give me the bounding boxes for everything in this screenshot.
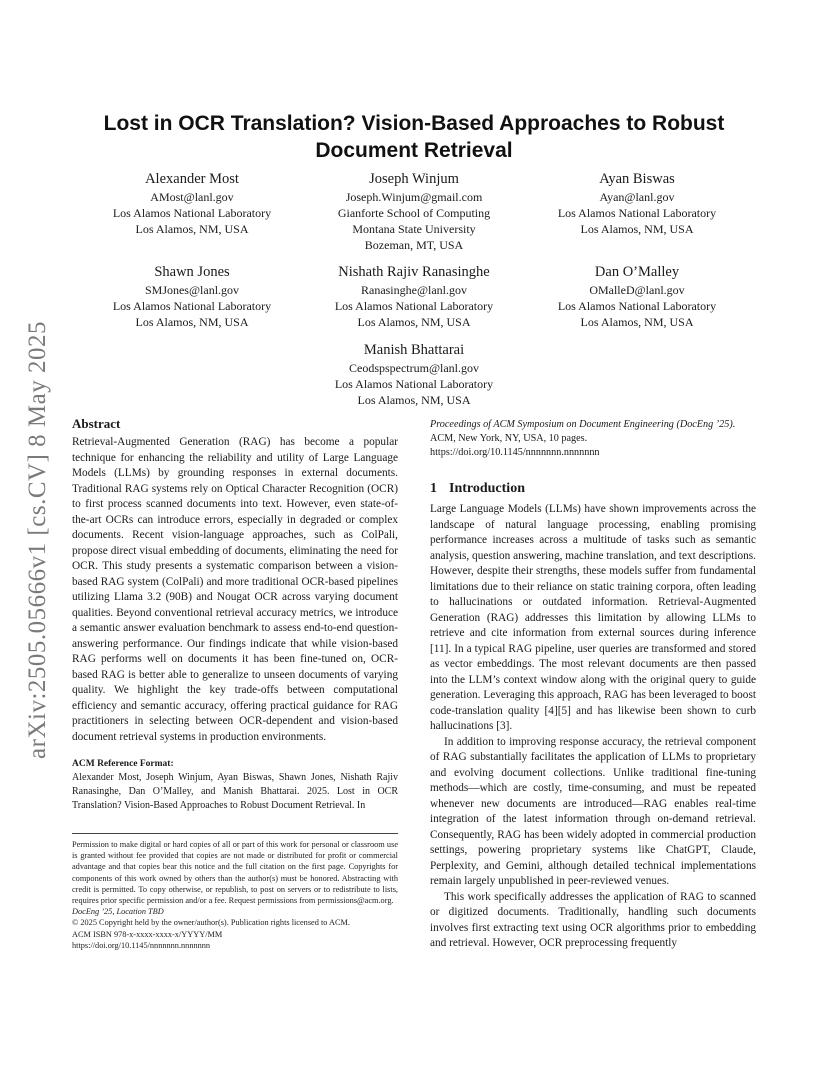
permission-footnote bbox=[72, 839, 398, 951]
author-affiliation: Los Alamos National Laboratory bbox=[557, 206, 717, 220]
intro-paragraph: Large Language Models (LLMs) have shown improvements across the landscape of natural language processing, enabling promising performance increases across a multitude of tasks such as semantic analysis, question answering, machine translation, and text descriptions. However, despite their strengths, these models suffer from fundamental limitations due to their reliance on static training corpora, often leading to hallucinations or outdated information. Retrieval-Augmented Generation (RAG) addresses this limitation by allowing LLMs to retrieve and cite information from external sources during inference [11]. In a typical RAG pipeline, user queries are transformed and stored as vector embeddings. The most relevant documents are then passed into the LLM’s context window along with the original query to guide generation. Leveraging this approach, RAG has been leveraged to boost code-translation quality [4][5] and has likewise been shown to curb hallucinations [3]. bbox=[430, 503, 756, 732]
author-name: Shawn Jones bbox=[154, 264, 230, 280]
copyright-text: © 2025 Copyright held by the owner/author(s). Publication rights licensed to ACM. bbox=[72, 918, 350, 928]
arxiv-id-text: arXiv:2505.05666v1 [cs.CV] 8 May 2025 bbox=[24, 321, 51, 759]
author bbox=[523, 263, 751, 330]
author-location: Los Alamos, NM, USA bbox=[357, 315, 471, 329]
author-name: Dan O’Malley bbox=[594, 264, 680, 280]
author-affiliation: Montana State University bbox=[352, 222, 476, 236]
proceedings-details: ACM, New York, NY, USA, 10 pages. https://doi.org/10.1145/nnnnnnn.nnnnnnn bbox=[430, 433, 600, 458]
intro-paragraph: In addition to improving response accuracy, the retrieval component of RAG substantially facilitates the application of LLMs to proprietary and evolving document collections. Unlike traditional fine-tuning methods—which are costly, time-consuming, and must be repeated whenever new documents are introduced—RAG enables real-time integration of the latest information through on-demand retrieval. Consequently, RAG has been widely adopted in commercial production settings, powering proprietary systems like ChatGPT, Claude, Perplexity, and Gemini, although detailed technical implementations remain largely unpublished in peer-reviewed venues. bbox=[430, 735, 756, 887]
proceedings-citation bbox=[430, 418, 756, 460]
author-affiliation: Los Alamos National Laboratory bbox=[557, 299, 717, 313]
abstract-text: Retrieval-Augmented Generation (RAG) has become a popular technique for enhancing the reliability and utility of Large Language Models (LLMs) by grounding responses in external documents. Traditional RAG systems rely on Optical Character Recognition (OCR) to first process scanned documents into text. However, even state-of-the-art OCRs can introduce errors, especially in degraded or complex documents. Recent vision-language approaches, such as ColPali, propose direct visual embedding of documents, eliminating the need for OCR. This study presents a systematic comparison between a vision-based RAG system (ColPali) and more traditional OCR-based pipelines utilizing Llama 3.2 (90B) and Nougat OCR across varying document qualities. Beyond conventional retrieval accuracy metrics, we introduce a semantic answer evaluation benchmark to assess end-to-end question-answering performance. Our findings indicate that while vision-based RAG performs well on documents it has been fine-tuned on, OCR-based RAG is better able to generalize to unseen documents of varying quality. We highlight the key trade-offs between computational efficiency and semantic accuracy, offering practical guidance for RAG practitioners in selecting between OCR-dependent and vision-based document retrieval systems in production environments. bbox=[72, 436, 398, 743]
introduction-body bbox=[430, 502, 756, 952]
title-line-1: Lost in OCR Translation? Vision-Based Approaches to Robust bbox=[103, 112, 725, 135]
left-column bbox=[72, 416, 398, 813]
author-email: Ranasinghe@lanl.gov bbox=[360, 283, 468, 297]
section-number: 1 bbox=[430, 481, 437, 496]
author-email: SMJones@lanl.gov bbox=[144, 283, 240, 297]
author-name: Ayan Biswas bbox=[599, 171, 675, 187]
author-email: Ayan@lanl.gov bbox=[599, 190, 675, 204]
author-location: Los Alamos, NM, USA bbox=[357, 393, 471, 407]
author-location: Los Alamos, NM, USA bbox=[580, 222, 694, 236]
author-location: Los Alamos, NM, USA bbox=[580, 315, 694, 329]
doi-link[interactable]: https://doi.org/10.1145/nnnnnnn.nnnnnnn bbox=[72, 940, 211, 950]
author-name: Joseph Winjum bbox=[369, 171, 459, 187]
footnote-rule bbox=[72, 833, 398, 834]
paper-title bbox=[72, 110, 756, 164]
author-location: Los Alamos, NM, USA bbox=[135, 222, 249, 236]
abstract-heading: Abstract bbox=[72, 416, 121, 431]
acm-reference-text: Alexander Most, Joseph Winjum, Ayan Biswas, Shawn Jones, Nishath Rajiv Ranasinghe, Dan O’Malley, and Manish Bhattarai. 2025. Lost in OCR Translation? Vision-Based Approaches to Robust Document Retrieval. In bbox=[72, 772, 398, 811]
permission-text: Permission to make digital or hard copies of all or part of this work for personal or classroom use is granted without fee provided that copies are not made or distributed for profit or commercial advantage and that copies bear this notice and the full citation on the first page. Copyrights for components of this work owned by others than the author(s) must be honored. Abstracting with credit is permitted. To copy otherwise, or republish, to post on servers or to redistribute to lists, requires prior specific permission and/or a fee. Request permissions from permissions@acm.org. bbox=[72, 840, 398, 906]
intro-paragraph: This work specifically addresses the application of RAG to scanned or digitized documents. Traditionally, handling such documents involves first extracting text using OCR algorithms prior to embedding and retrieval. However, OCR preprocessing frequently bbox=[430, 890, 756, 949]
right-column bbox=[430, 418, 756, 460]
proceedings-venue: Proceedings of ACM Symposium on Document Engineering (DocEng ’25). bbox=[430, 419, 736, 430]
author-location: Bozeman, MT, USA bbox=[364, 238, 464, 252]
isbn-text: ACM ISBN 978-x-xxxx-xxxx-x/YYYY/MM bbox=[72, 929, 223, 939]
author-name: Alexander Most bbox=[145, 171, 239, 187]
acm-reference-heading: ACM Reference Format: bbox=[72, 759, 174, 769]
author-affiliation: Los Alamos National Laboratory bbox=[112, 299, 272, 313]
author-affiliation: Gianforte School of Computing bbox=[337, 206, 491, 220]
author-affiliation: Los Alamos National Laboratory bbox=[334, 377, 494, 391]
author-name: Nishath Rajiv Ranasinghe bbox=[338, 264, 490, 280]
venue-text: DocEng ’25, Location TBD bbox=[72, 907, 164, 917]
author-email: Ceodspspectrum@lanl.gov bbox=[348, 361, 480, 375]
author-affiliation: Los Alamos National Laboratory bbox=[112, 206, 272, 220]
author bbox=[523, 170, 751, 237]
author-location: Los Alamos, NM, USA bbox=[135, 315, 249, 329]
author-email: AMost@lanl.gov bbox=[150, 190, 234, 204]
author bbox=[300, 263, 528, 330]
author-email: OMalleD@lanl.gov bbox=[589, 283, 685, 297]
author-email: Joseph.Winjum@gmail.com bbox=[345, 190, 483, 204]
section-title: Introduction bbox=[449, 481, 525, 496]
author bbox=[78, 170, 306, 237]
arxiv-identifier bbox=[20, 300, 56, 780]
author bbox=[78, 263, 306, 330]
author-name: Manish Bhattarai bbox=[363, 342, 465, 358]
introduction-section bbox=[430, 481, 756, 952]
author-affiliation: Los Alamos National Laboratory bbox=[334, 299, 494, 313]
introduction-heading bbox=[430, 481, 756, 497]
author bbox=[300, 170, 528, 253]
title-line-2: Document Retrieval bbox=[315, 139, 513, 162]
author bbox=[300, 341, 528, 408]
